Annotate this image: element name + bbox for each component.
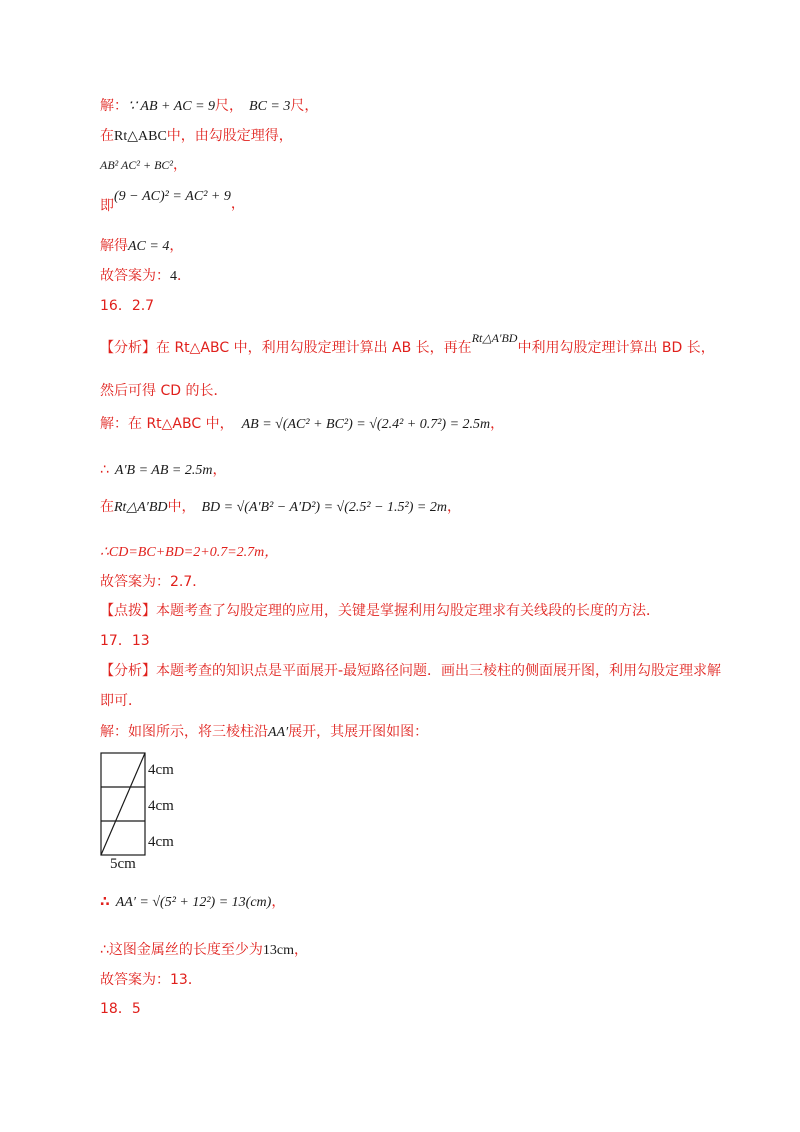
analysis-16-line-2: 然后可得 CD 的长． — [100, 383, 228, 399]
math: Rt△A'BD — [471, 331, 518, 345]
text: 尺， — [215, 98, 244, 114]
net-label-bottom: 5cm — [110, 856, 136, 872]
math: AA′ = √(5² + 12²) = 13(cm) — [115, 895, 272, 910]
analysis-17-line-1: 【分析】本题考查的知识点是平面展开-最短路径问题．画出三棱柱的侧面展开图，利用勾股定理求解 — [100, 663, 722, 679]
question-18-answer: 18．5 — [100, 1001, 141, 1017]
math: BD = √(A′B² − A′D²) = √(2.5² − 1.5²) = 2m — [201, 500, 447, 515]
text: 在 — [100, 128, 114, 144]
net-label-1: 4cm — [148, 762, 174, 778]
solution-17-line-1 — [100, 722, 428, 743]
text: ， — [490, 416, 505, 432]
text: ∴ — [100, 462, 109, 478]
question-17-answer: 17．13 — [100, 633, 150, 649]
solution-line-6 — [100, 266, 191, 287]
net-diagonal — [101, 753, 145, 855]
text: 尺， — [290, 98, 319, 114]
solution-16-line-2 — [100, 460, 226, 481]
text: ∴这图金属丝的长度至少为 — [100, 942, 263, 958]
text: ， — [169, 238, 184, 254]
text: ∴CD=BC+BD=2+0.7=2.7m， — [100, 545, 279, 560]
solution-17-line-3 — [100, 940, 308, 961]
text: 故答案为： — [100, 268, 170, 284]
question-16-answer: 16．2.7 — [100, 298, 155, 314]
solution-line-2 — [100, 126, 293, 147]
solution-line-3 — [100, 155, 187, 175]
solution-line-4 — [100, 186, 245, 214]
tip-16: 【点拨】本题考查了勾股定理的应用，关键是掌握利用勾股定理求有关线段的长度的方法． — [100, 603, 660, 619]
solution-16-line-3 — [100, 497, 461, 518]
text: 解：如图所示，将三棱柱沿 — [100, 724, 268, 740]
net-label-3: 4cm — [148, 834, 174, 850]
text: 解： — [100, 98, 128, 114]
solution-16-line-4 — [100, 542, 278, 563]
solution-line-5 — [100, 236, 183, 257]
solution-17-line-4: 故答案为：13． — [100, 972, 202, 988]
text: 解得 — [100, 238, 128, 254]
text: ∴ — [100, 894, 110, 910]
net-label-2: 4cm — [148, 798, 174, 814]
text: ， — [271, 894, 286, 910]
solution-17-line-2 — [100, 892, 285, 913]
text: ， — [446, 499, 461, 515]
math: ∵ AB + AC = 9 — [128, 99, 216, 114]
text: 解：在 Rt△ABC 中， — [100, 416, 234, 432]
math: AC = 4 — [128, 239, 170, 254]
text: 即 — [100, 198, 114, 214]
text: 【分析】在 Rt△ABC 中，利用勾股定理计算出 AB 长，再在 — [100, 340, 472, 356]
math: AB = √(AC² + BC²) = √(2.4² + 0.7²) = 2.5m — [241, 417, 491, 432]
solution-line-1 — [100, 96, 318, 117]
math: (9 − AC)² = AC² + 9 — [114, 189, 231, 204]
text: ， — [294, 942, 309, 958]
text: 展开，其展开图如图： — [288, 724, 429, 740]
math: AA′ — [268, 725, 289, 740]
math: BC = 3 — [249, 99, 291, 114]
math: Rt△ABC — [114, 129, 167, 144]
solution-16-line-1 — [100, 414, 504, 435]
text: 中利用勾股定理计算出 BD 长， — [517, 340, 715, 356]
text: 中， — [167, 499, 196, 515]
solution-16-line-5: 故答案为：2.7． — [100, 574, 207, 590]
text: 在 — [100, 499, 114, 515]
math: 4 — [170, 269, 177, 284]
analysis-17-line-2: 即可． — [100, 693, 142, 709]
text: ， — [212, 462, 227, 478]
text: ． — [177, 268, 191, 284]
prism-net-figure — [100, 752, 220, 876]
math: A′B = AB = 2.5m — [114, 463, 213, 478]
text: 中，由勾股定理得， — [166, 128, 293, 144]
math: Rt△A′BD — [114, 500, 168, 515]
text: ， — [230, 196, 245, 212]
math: 13cm — [262, 943, 295, 958]
analysis-16-line-1 — [100, 331, 715, 358]
math: AB² AC² + BC² — [100, 158, 174, 172]
text: ， — [173, 157, 188, 173]
